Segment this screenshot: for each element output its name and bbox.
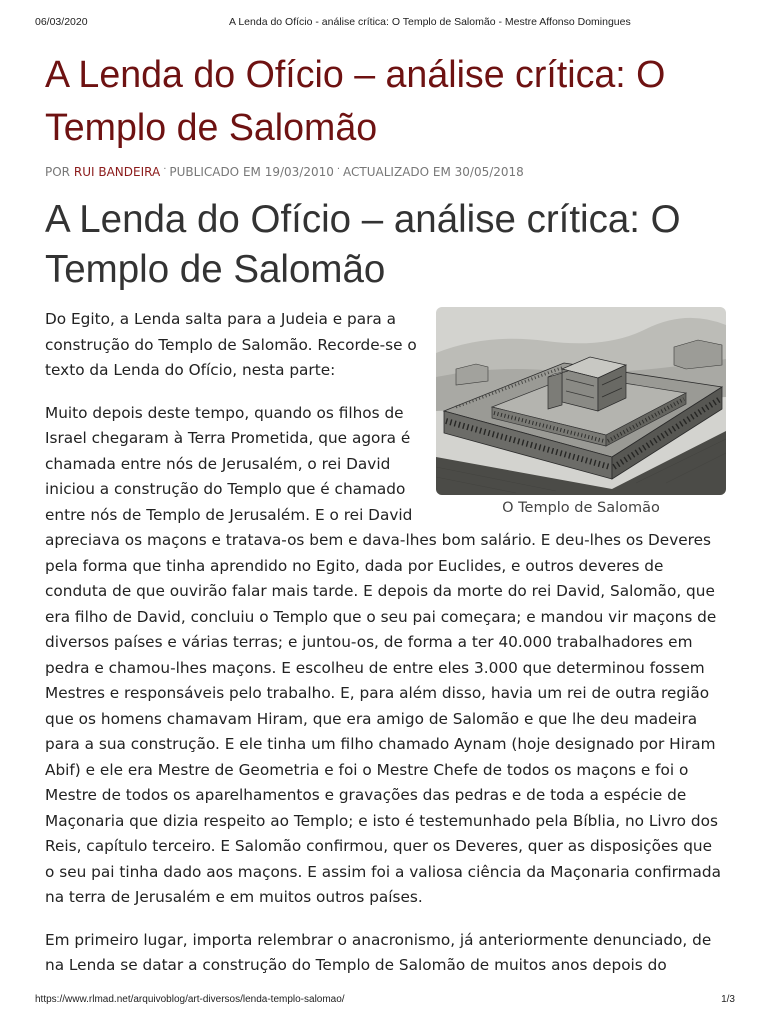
paragraph-line: na Lenda se datar a construção do Templo de Salomão de muitos anos depois do (45, 956, 667, 974)
paragraph-line: o seu pai tinha dado aos maçons. E assim foi a valiosa ciência da Maçonaria confirmada (45, 862, 721, 881)
paragraph-line: Maçonaria que dizia respeito ao Templo; e isto é testemunhado pela Bíblia, no Livro dos (45, 811, 718, 830)
print-footer (0, 994, 768, 1007)
meta-separator: · (336, 164, 341, 175)
paragraph-line: Israel chegaram à Terra Prometida, que agora é (45, 429, 411, 447)
paragraph-line: pedra e chamou-lhes maçons. E escolheu de entre eles 3.000 que determinou fossem (45, 658, 705, 677)
paragraph (45, 928, 728, 979)
paragraph-line: na terra de Jerusalém e em muitos outros países. (45, 888, 423, 906)
print-header (0, 16, 768, 30)
paragraph-line: conduta de que ouvirão falar mais tarde. E depois da morte do rei David, Salomão, que (45, 582, 715, 600)
paragraph-line: Em primeiro lugar, importa relembrar o anacronismo, já anteriormente denunciado, de (45, 930, 712, 949)
paragraph-line: chamada entre nós de Jerusalém, o rei David (45, 454, 391, 473)
paragraph-line: diversos países e várias terras; e juntou-os, de forma a ter 40.000 trabalhadores em (45, 633, 693, 651)
temple-illustration (436, 307, 726, 495)
paragraph-line: apreciava os maçons e tratava-os bem e dava-lhes bom salário. E deu-lhes os Deveres (45, 531, 712, 549)
paragraph-line: para a sua construção. E ele tinha um filho chamado Aynam (hoje designado por Hiram (45, 735, 716, 753)
post-title: A Lenda do Ofício – análise crítica: O Templo de Salomão (45, 53, 666, 148)
paragraph-line: entre nós de Templo de Jerusalém. E o rei David (45, 505, 413, 524)
paragraph-line: que os homens chamavam Hiram, que era amigo de Salomão e que lhe deu madeira (45, 709, 698, 728)
by-label: POR (45, 165, 71, 179)
figure (436, 307, 726, 517)
print-date: 06/03/2020 (35, 16, 88, 28)
paragraph-line: Reis, capítulo terceiro. E Salomão confirmou, quer os Deveres, quer as disposições que (45, 837, 713, 855)
paragraph-line: iniciou a construção do Templo que é chamado (45, 480, 406, 498)
paragraph-line: era filho de David, concluiu o Templo que o seu pai começara; e mandou vir maçons de (45, 607, 717, 626)
figure-caption: O Templo de Salomão (502, 500, 660, 516)
paragraph-line: Mestre de todos os aparelhamentos e gravações das pedras e de toda a espécie de (45, 786, 687, 804)
paragraph-line: pela forma que tinha aprendido no Egito, dada por Euclides, e outros deveres de (45, 556, 664, 575)
figure-image (436, 307, 726, 495)
paragraph-line: Muito depois deste tempo, quando os filhos de (45, 403, 404, 422)
page-number: 1/3 (721, 994, 735, 1005)
print-url: https://www.rlmad.net/arquivoblog/art-diversos/lenda-templo-salomao/ (35, 994, 345, 1005)
meta-separator: · (163, 164, 167, 175)
paragraph-line: texto da Lenda do Ofício, nesta parte: (45, 361, 336, 379)
author-link[interactable]: RUI BANDEIRA (73, 165, 161, 179)
updated-date: ACTUALIZADO EM 30/05/2018 (343, 165, 524, 179)
article-heading: A Lenda do Ofício – análise crítica: O Templo de Salomão (45, 198, 681, 291)
published-date: PUBLICADO EM 19/03/2010 (169, 165, 334, 179)
print-page-title: A Lenda do Ofício - análise crítica: O Templo de Salomão - Mestre Affonso Domingues (229, 16, 631, 28)
paragraph-line: construção do Templo de Salomão. Recorde-se o (45, 335, 417, 354)
paragraph-line: Mestres e responsáveis pelo trabalho. E, para além disso, havia um rei de outra região (45, 684, 710, 702)
paragraph-line: Abif) e ele era Mestre de Geometria e foi o Mestre Chefe de todos os maçons e foi o (45, 760, 689, 779)
paragraph-line: Do Egito, a Lenda salta para a Judeia e para a (45, 310, 396, 328)
post-meta (45, 164, 524, 182)
